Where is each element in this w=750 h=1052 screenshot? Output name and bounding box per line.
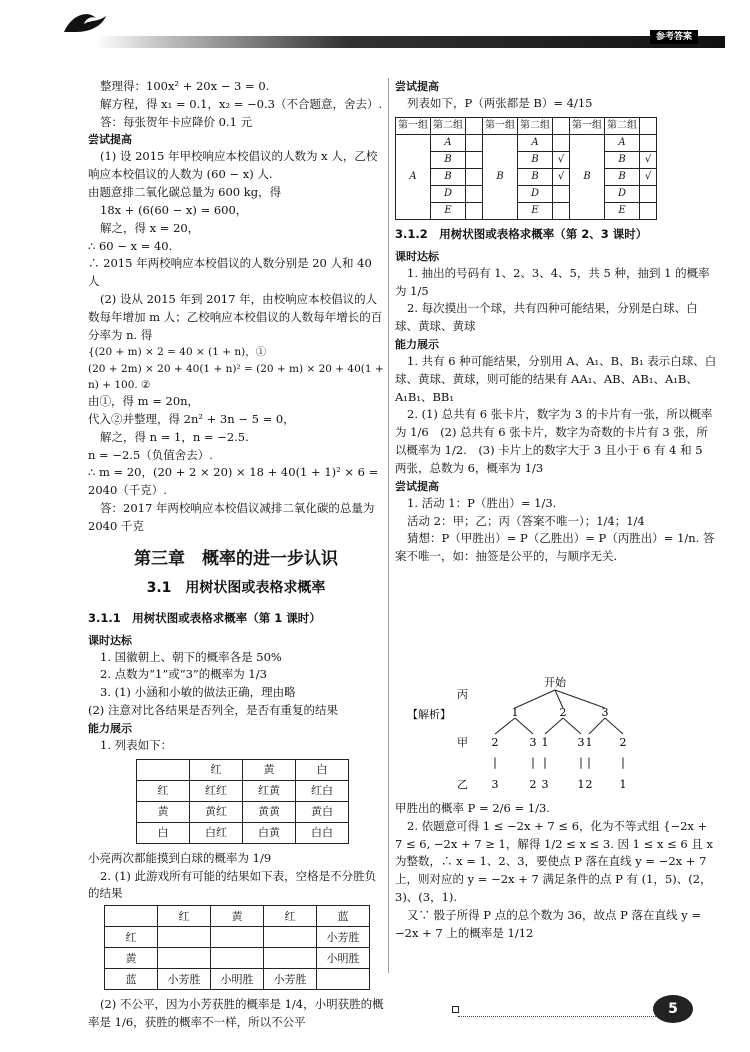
table-cell: E [518, 202, 553, 219]
table-cell: 黄 [137, 801, 190, 822]
text-line: 1. 活动 1：P（胜出）= 1/3. [407, 495, 557, 510]
table-cell: 小明胜 [211, 969, 264, 990]
text-line: 1. 列表如下： [100, 737, 173, 752]
table-cell: √ [553, 151, 570, 168]
table-cell: B [605, 168, 640, 185]
tree-node: 2 [585, 778, 593, 791]
text-line: ∴ m = 20，(20 + 2 × 20) × 18 + 40(1 + 1)² × 6 = 2040（千克）. [88, 465, 379, 498]
table-cell [264, 927, 317, 948]
table-cell: 红 [137, 780, 190, 801]
table-cell: 红红 [190, 780, 243, 801]
table-row [137, 801, 349, 822]
tree-node: 2 [529, 778, 537, 791]
table-cell [466, 151, 483, 168]
table-cell [105, 906, 158, 927]
table-cell: 蓝 [105, 969, 158, 990]
table-cell: 红 [264, 906, 317, 927]
table-cell [553, 202, 570, 219]
text-line: 3. (1) 小涵和小敏的做法正确，理由略 [100, 685, 296, 700]
text-line: 1. 抽出的号码有 1、2、3、4、5，共 5 种，抽到 1 的概率为 1/5 [395, 265, 710, 298]
section-title: 3.1 用树状图或表格求概率 [146, 580, 326, 597]
table-cell [640, 202, 657, 219]
table-cell: D [605, 185, 640, 202]
table-row [105, 948, 370, 969]
tree-node: 3 [491, 778, 499, 791]
table-row [396, 202, 657, 219]
page-number: 5 [653, 995, 693, 1023]
tree-node: 1 [511, 706, 519, 719]
table-cell: D [431, 185, 466, 202]
table-cell [553, 134, 570, 151]
table-cell: 黄 [243, 759, 296, 780]
text-line: 小亮两次都能摸到白球的概率为 1/9 [88, 850, 272, 865]
try-title: 尝试提高 [88, 133, 132, 147]
tree-label-bing: 丙 [457, 688, 468, 701]
tree-node: 3 [541, 778, 549, 791]
text-line: 由①，得 m = 20n， [88, 394, 200, 409]
table-cell: 第二组 [605, 117, 640, 134]
table-cell [158, 948, 211, 969]
table-cell: 第二组 [518, 117, 553, 134]
text-line: 甲胜出的概率 P = 2/6 = 1/3. [395, 801, 550, 815]
table-row [396, 168, 657, 185]
text-line: 2. 每次摸出一个球，共有四种可能结果，分别是白球、白球、黄球、黄球 [395, 301, 698, 334]
table-cell: A [605, 134, 640, 151]
table-cell: 第一组 [396, 117, 431, 134]
text-line: (20 + 2m) × 20 + 40(1 + n)² = (20 + m) × 20 + 40(1 + n) + 100. ② [88, 362, 384, 391]
column-divider [388, 78, 389, 973]
text-line: 2. 依题意可得 1 ≤ −2x + 7 ≤ 6，化为不等式组 {−2x + 7 ≤ 6, −2x + 7 ≥ 1，解得 1/2 ≤ x ≤ 3. 因 1 ≤ x ≤ 6 且 x 为整数，∴ x = 1、2、3，要使点 P 落在直线 y = −2x + 7 上，则对应的 y = −2x + 7 满足条件的点 P 有 (1，5)、(2，3)、(3，1). [395, 818, 713, 905]
tree-bar: | [587, 756, 591, 769]
tree-bar: | [621, 756, 625, 769]
table-cell [317, 969, 370, 990]
text-line: (1) 设 2015 年甲校响应本校倡议的人数为 x 人，乙校响应本校倡议的人数为 (60 − x) 人. [88, 149, 378, 182]
text-line: (2) 不公平，因为小芳获胜的概率是 1/4，小明获胜的概 [100, 997, 384, 1012]
tree-node: 2 [491, 736, 499, 749]
text-line: 活动 2：甲；乙；丙（答案不唯一）；1/4；1/4 [407, 513, 645, 528]
table-cell [466, 185, 483, 202]
table-cell: √ [553, 168, 570, 185]
table-cell [553, 117, 570, 134]
text-line: 猜想：P（甲胜出）= P（乙胜出）= P（丙胜出）= 1/n. 答案不唯一，如：抽签是公平的，与顺序无关. [395, 531, 715, 564]
text-line: 2. (1) 总共有 6 张卡片，数字为 3 的卡片有一张，所以概率为 1/6 (2) 总共有 6 张卡片，数字为奇数的卡片有 3 张，所以概率为 1/2. (3) 卡片上的数字大于 3 且小于 6 有 4 和 5 两张，总数为 6，概率为 1/3 [395, 407, 713, 475]
tree-bar: | [531, 756, 535, 769]
table-cell: 小芳胜 [264, 969, 317, 990]
try-title: 尝试提高 [395, 80, 439, 93]
footer-dotted-line [458, 1002, 658, 1017]
table-cell: 黄 [211, 906, 264, 927]
table-cell: A [431, 134, 466, 151]
text-line: 18x + (6(60 − x) = 600， [100, 202, 248, 217]
table-cell: √ [640, 151, 657, 168]
tree-node: 1 [619, 778, 627, 791]
table-cell: A [518, 134, 553, 151]
table-cell [553, 185, 570, 202]
table-cell: B [570, 134, 605, 219]
table-cell: 白 [296, 759, 349, 780]
text-line: 2. 点数为“1”或“3”的概率为 1/3 [100, 667, 267, 682]
table-cell: B [605, 151, 640, 168]
tree-node: 2 [619, 736, 627, 749]
table-cell: 小芳胜 [158, 969, 211, 990]
header-bar [95, 36, 725, 48]
text-line: {(20 + m) × 2 = 40 × (1 + n)，① [88, 346, 267, 359]
class-title: 课时达标 [88, 633, 132, 647]
text-line: 由题意排二氧化碳总量为 600 kg，得 [88, 185, 282, 200]
text-line: 答：每张贺年卡应降价 0.1 元 [100, 114, 253, 129]
text-line: 代入②并整理，得 2n² + 3n − 5 = 0， [88, 412, 295, 427]
tree-node: 1 [585, 736, 593, 749]
table-cell [158, 927, 211, 948]
table-cell: 白白 [296, 822, 349, 843]
table-cell [640, 185, 657, 202]
table-row [396, 151, 657, 168]
right-bottom-block [395, 800, 717, 943]
table-cell: 第二组 [431, 117, 466, 134]
table-cell [640, 134, 657, 151]
table-cell: 小芳胜 [317, 927, 370, 948]
try-title: 尝试提高 [395, 479, 439, 493]
right-column [395, 78, 717, 566]
text-line: n = −2.5（负值舍去）. [88, 447, 213, 462]
table-cell: 黄 [105, 948, 158, 969]
tree-start-label: 开始 [544, 676, 566, 689]
table-cell: 白 [137, 822, 190, 843]
ability-title: 能力展示 [395, 337, 439, 351]
color-table [136, 759, 349, 844]
probability-tree-diagram [395, 676, 717, 796]
text-line: 1. 共有 6 种可能结果，分别用 A、A₁、B、B₁ 表示白球、白球、黄球、黄球，则可能的结果有 AA₁、AB、AB₁、A₁B、A₁B₁、BB₁ [395, 354, 717, 404]
header-tag: 参考答案 [650, 30, 698, 44]
table-cell: 小明胜 [317, 948, 370, 969]
game-result-table [104, 905, 370, 990]
tree-node: 2 [559, 706, 567, 719]
text-line: 1. 国徽朝上、朝下的概率各是 50% [100, 649, 282, 664]
tree-bar: | [493, 756, 497, 769]
table-cell: D [518, 185, 553, 202]
tree-node: 1 [541, 736, 549, 749]
table-cell: 第一组 [483, 117, 518, 134]
table-row [137, 822, 349, 843]
table-cell: 红 [158, 906, 211, 927]
text-line: 又∵ 骰子所得 P 点的总个数为 36，故点 P 落在直线 y = −2x + 7 上的概率是 1/12 [395, 907, 701, 940]
table-cell: B [431, 168, 466, 185]
table-cell [640, 117, 657, 134]
table-cell [211, 927, 264, 948]
tree-label-jia: 甲 [457, 736, 468, 749]
table-cell [264, 948, 317, 969]
table-cell: 黄黄 [243, 801, 296, 822]
table-cell: 白红 [190, 822, 243, 843]
text-line: (2) 注意对比各结果是否列全，是否有重复的结果 [88, 703, 338, 718]
table-cell: √ [640, 168, 657, 185]
table-cell: B [431, 151, 466, 168]
text-line: 列表如下，P（两张都是 B）= 4/15 [407, 96, 593, 111]
table-cell: 蓝 [317, 906, 370, 927]
card-table [395, 117, 657, 220]
table-row [105, 969, 370, 990]
subsection-title: 3.1.2 用树状图或表格求概率（第 2、3 课时） [395, 226, 648, 241]
table-cell: 黄红 [190, 801, 243, 822]
table-cell: 第一组 [570, 117, 605, 134]
text-line: ∴ 2015 年两校响应本校倡议的人数分别是 20 人和 40 人 [88, 256, 372, 289]
text-line: 解方程，得 x₁ = 0.1，x₂ = −0.3（不合题意，舍去）. [100, 96, 383, 111]
left-column [88, 78, 384, 1032]
table-cell [466, 117, 483, 134]
table-cell: 红白 [296, 780, 349, 801]
tree-bar: | [579, 756, 583, 769]
table-cell [466, 168, 483, 185]
text-line: 整理得：100x² + 20x − 3 = 0. [100, 79, 270, 93]
table-cell: B [518, 168, 553, 185]
table-header-row [137, 759, 349, 780]
text-line: (2) 设从 2015 年到 2017 年，由校响应本校倡议的人数每年增加 m 人；乙校响应本校倡议的人数每年增长的百分率为 n. 得 [88, 291, 383, 342]
table-cell: 白黄 [243, 822, 296, 843]
table-row [396, 134, 657, 151]
table-row [137, 780, 349, 801]
table-cell [466, 134, 483, 151]
table-cell [466, 202, 483, 219]
tree-label-yi: 乙 [457, 778, 468, 791]
table-cell: 黄白 [296, 801, 349, 822]
text-line: 解之，得 n = 1，n = −2.5. [100, 429, 249, 444]
chapter-title: 第三章 概率的进一步认识 [134, 548, 338, 569]
text-line: ∴ 60 − x = 40. [88, 238, 173, 253]
table-cell: B [483, 134, 518, 219]
text-line: 2. (1) 此游戏所有可能的结果如下表，空格是不分胜负的结果 [88, 868, 377, 901]
tree-label-analysis: 【解析】 [407, 708, 451, 721]
table-row [105, 927, 370, 948]
table-cell: 红黄 [243, 780, 296, 801]
text-line: 率是 1/6，获胜的概率不一样，所以不公平 [88, 1014, 306, 1029]
table-row [396, 185, 657, 202]
text-line: 答：2017 年两校响应本校倡议减排二氧化碳的总量为 2040 千克 [88, 501, 375, 533]
table-cell: A [396, 134, 431, 219]
table-cell: 红 [105, 927, 158, 948]
table-cell: E [431, 202, 466, 219]
table-header-row [105, 906, 370, 927]
tree-bar: | [543, 756, 547, 769]
text-line: 解之，得 x = 20， [100, 220, 200, 235]
ability-title: 能力展示 [88, 721, 132, 735]
class-title: 课时达标 [395, 249, 439, 263]
wave-logo-icon [62, 8, 108, 36]
tree-node: 3 [601, 706, 609, 719]
subsection-title: 3.1.1 用树状图或表格求概率（第 1 课时） [88, 610, 321, 625]
table-cell: B [518, 151, 553, 168]
table-header-row [396, 117, 657, 134]
page-header [0, 0, 750, 50]
table-cell: E [605, 202, 640, 219]
table-cell [137, 759, 190, 780]
table-cell [211, 948, 264, 969]
tree-node: 3 [577, 736, 585, 749]
tree-node: 1 [577, 778, 585, 791]
table-cell: 红 [190, 759, 243, 780]
tree-node: 3 [529, 736, 537, 749]
